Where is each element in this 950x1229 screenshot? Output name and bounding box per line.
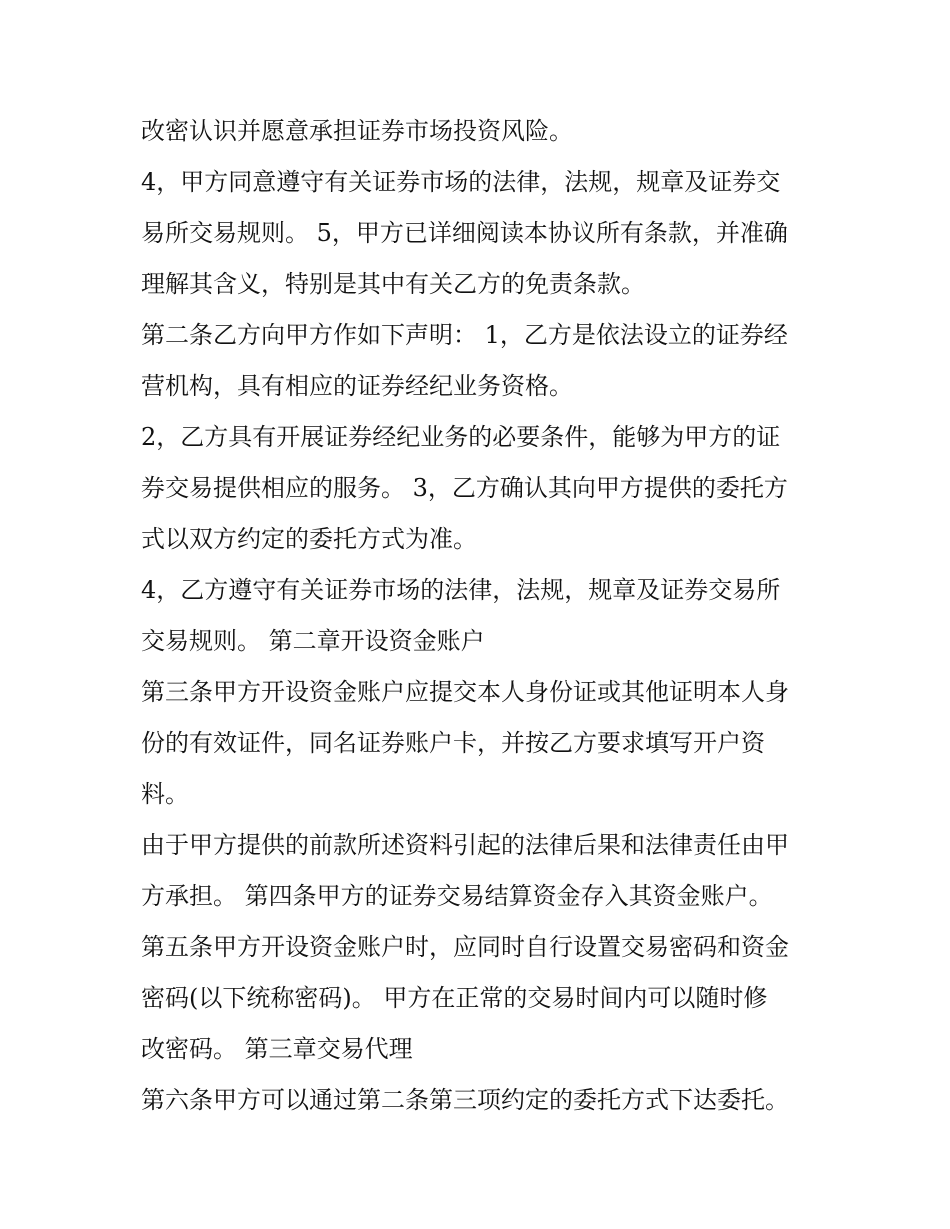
text-line: 由于甲方提供的前款所述资料引起的法律后果和法律责任由甲 [141,831,789,859]
text-line: 第五条甲方开设资金账户时，应同时自行设置交易密码和资金 [141,933,789,961]
text-line: 营机构，具有相应的证券经纪业务资格。 [141,372,573,400]
text-line: 券交易提供相应的服务。 3，乙方确认其向甲方提供的委托方 [141,474,788,502]
text-line: 料。 [141,780,189,808]
text-line: 4，甲方同意遵守有关证券市场的法律，法规，规章及证券交 [141,168,781,196]
text-line: 4，乙方遵守有关证券市场的法律，法规，规章及证券交易所 [141,576,781,604]
text-line: 交易规则。 第二章开设资金账户 [141,627,485,655]
text-line: 式以双方约定的委托方式为准。 [141,525,477,553]
text-line: 第三条甲方开设资金账户应提交本人身份证或其他证明本人身 [141,678,789,706]
text-line: 理解其含义，特别是其中有关乙方的免责条款。 [141,270,645,298]
text-line: 份的有效证件，同名证券账户卡，并按乙方要求填写开户资 [141,729,765,757]
text-line: 易所交易规则。 5，甲方已详细阅读本协议所有条款，并准确 [141,219,788,247]
text-line: 方承担。 第四条甲方的证券交易结算资金存入其资金账户。 [141,882,773,910]
document-body [141,106,821,1126]
text-line: 改密认识并愿意承担证券市场投资风险。 [141,117,573,145]
text-line: 密码(以下统称密码)。 甲方在正常的交易时间内可以随时修 [141,984,768,1012]
text-line: 2，乙方具有开展证券经纪业务的必要条件，能够为甲方的证 [141,423,781,451]
text-line: 第六条甲方可以通过第二条第三项约定的委托方式下达委托。 [141,1086,789,1114]
text-line: 改密码。 第三章交易代理 [141,1035,413,1063]
text-line: 第二条乙方向甲方作如下声明： 1，乙方是依法设立的证券经 [141,321,788,349]
